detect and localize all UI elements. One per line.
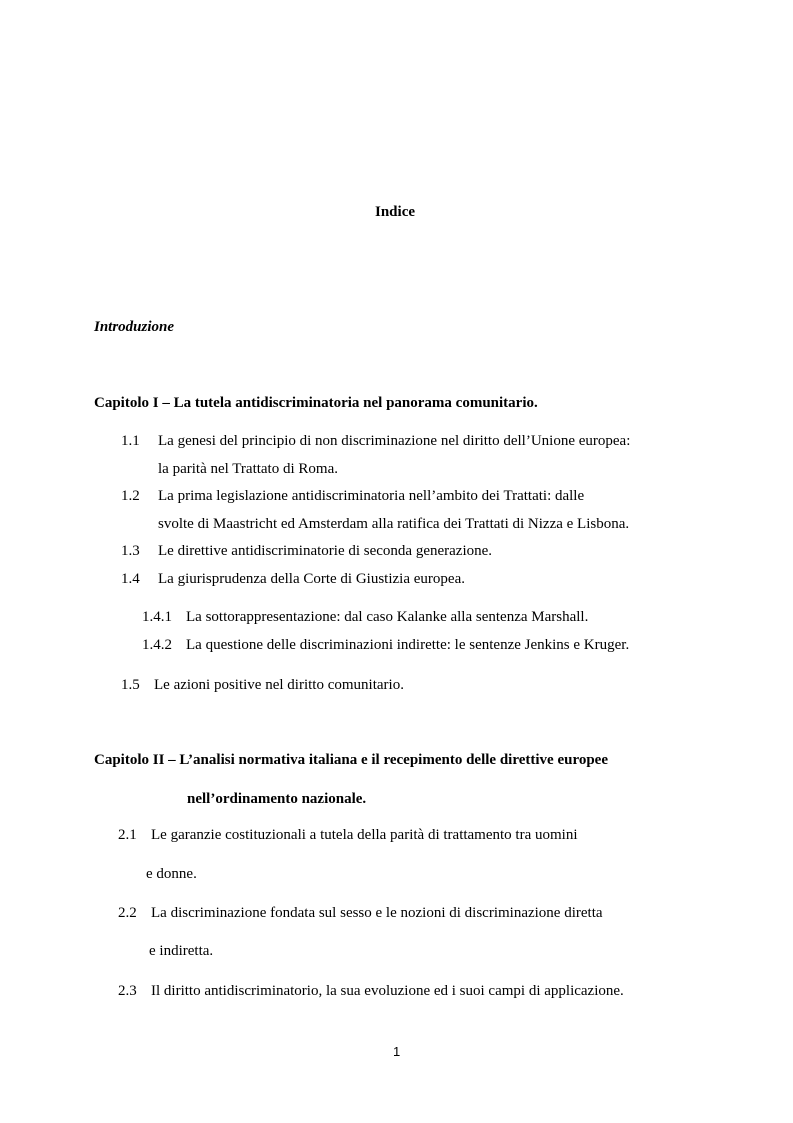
toc-entry-text: La giurisprudenza della Corte di Giustizia europea.: [158, 571, 465, 587]
toc-entry-2-1: [118, 826, 578, 844]
toc-entry-text: La discriminazione fondata sul sesso e le nozioni di discriminazione diretta: [151, 905, 603, 921]
toc-entry-number: 1.5: [121, 677, 140, 693]
chapter-1-heading: Capitolo I – La tutela antidiscriminatoria nel panorama comunitario.: [94, 395, 538, 411]
toc-entry-1-2: [121, 487, 584, 505]
toc-subentry-1-4-2: [142, 636, 629, 654]
toc-entry-2-3: [118, 982, 624, 1000]
page-number: 1: [393, 1044, 401, 1059]
toc-entry-1-5: [121, 676, 404, 694]
toc-entry-1-1-continuation: la parità nel Trattato di Roma.: [158, 461, 338, 477]
toc-entry-2-1-continuation: e donne.: [146, 866, 197, 882]
toc-entry-number: 1.4: [121, 571, 140, 587]
chapter-2-heading-continuation: nell’ordinamento nazionale.: [187, 791, 367, 807]
page-title: Indice: [375, 204, 416, 220]
toc-entry-1-3: [121, 542, 492, 560]
toc-entry-2-2-continuation: e indiretta.: [149, 943, 214, 959]
toc-entry-text: La questione delle discriminazioni indirette: le sentenze Jenkins e Kruger.: [186, 637, 630, 653]
toc-entry-number: 2.2: [118, 905, 137, 921]
toc-entry-text: La genesi del principio di non discriminazione nel diritto dell’Unione europea:: [158, 433, 631, 449]
toc-entry-1-4: [121, 570, 465, 588]
toc-entry-text: Le direttive antidiscriminatorie di seconda generazione.: [158, 543, 493, 559]
chapter-2-heading: Capitolo II – L’analisi normativa italiana e il recepimento delle direttive europee: [94, 752, 608, 768]
toc-entry-number: 1.2: [121, 488, 140, 504]
toc-entry-number: 1.4.1: [142, 609, 172, 625]
toc-entry-2-2: [118, 904, 603, 922]
toc-entry-number: 2.1: [118, 827, 137, 843]
toc-entry-text: Il diritto antidiscriminatorio, la sua evoluzione ed i suoi campi di applicazione.: [151, 983, 624, 999]
toc-entry-1-2-continuation: svolte di Maastricht ed Amsterdam alla ratifica dei Trattati di Nizza e Lisbona.: [158, 516, 630, 532]
toc-entry-text: La prima legislazione antidiscriminatoria nell’ambito dei Trattati: dalle: [158, 488, 585, 504]
toc-entry-number: 1.3: [121, 543, 140, 559]
toc-entry-number: 2.3: [118, 983, 137, 999]
introduction-heading: Introduzione: [94, 319, 175, 335]
toc-entry-text: Le garanzie costituzionali a tutela della parità di trattamento tra uomini: [151, 827, 578, 843]
toc-entry-number: 1.1: [121, 433, 140, 449]
toc-entry-text: Le azioni positive nel diritto comunitario.: [154, 677, 404, 693]
toc-entry-text: La sottorappresentazione: dal caso Kalanke alla sentenza Marshall.: [186, 609, 589, 625]
toc-entry-1-1: [121, 432, 630, 450]
toc-subentry-1-4-1: [142, 608, 588, 626]
toc-entry-number: 1.4.2: [142, 637, 172, 653]
